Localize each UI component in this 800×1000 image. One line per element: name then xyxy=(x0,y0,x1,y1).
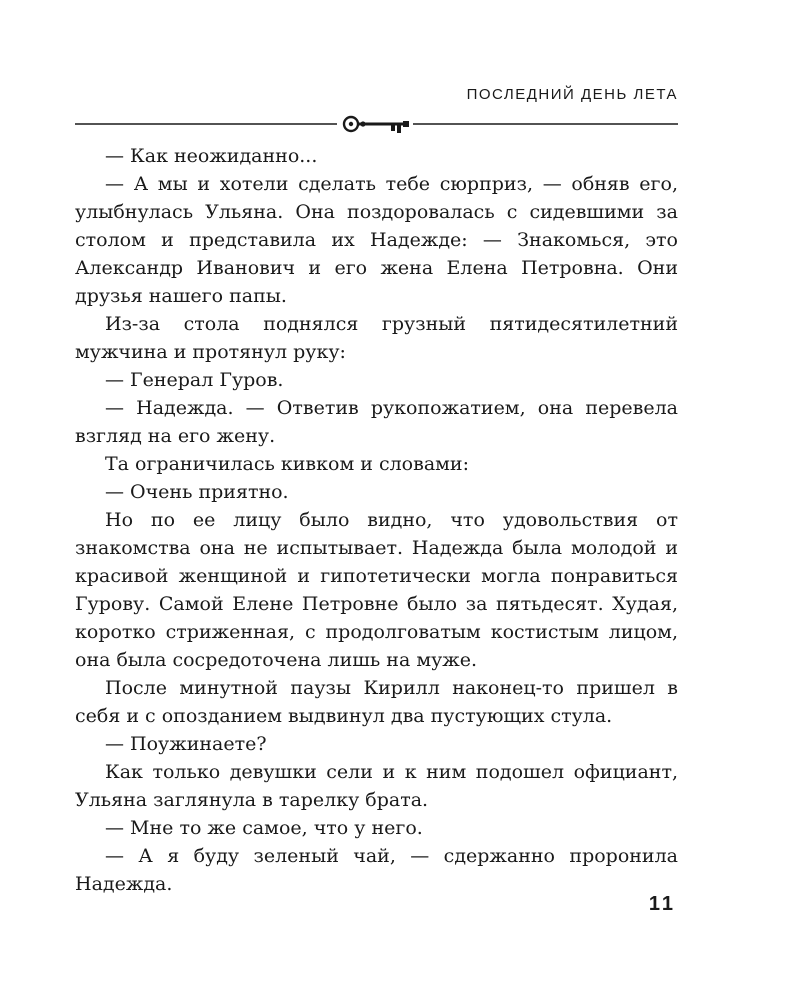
body-text xyxy=(75,142,678,898)
paragraph: — А я буду зеленый чай, — сдержанно проронила Надежда. xyxy=(75,845,678,895)
paragraph: После минутной паузы Кирилл наконец-то пришел в себя и с опозданием выдвинул два пустующих стула. xyxy=(75,677,678,727)
paragraph: Как только девушки сели и к ним подошел официант, Ульяна заглянула в тарелку брата. xyxy=(75,761,678,811)
paragraph: — Очень приятно. xyxy=(105,481,289,503)
key-ornament-icon xyxy=(337,114,413,134)
paragraph: — А мы и хотели сделать тебе сюрприз, — обняв его, улыбнулась Ульяна. Она поздоровалась с сидевшими за столом и представила их Надежде: — Знакомься, это Александр Иванович и его жена Елена Петровна. Они друзья нашего папы. xyxy=(75,173,678,307)
paragraph: Та ограничилась кивком и словами: xyxy=(105,453,469,475)
header-rule xyxy=(75,112,678,136)
paragraph: — Мне то же самое, что у него. xyxy=(105,817,423,839)
paragraph: Из-за стола поднялся грузный пятидесятилетний мужчина и протянул руку: xyxy=(75,313,678,363)
paragraph: — Генерал Гуров. xyxy=(105,369,284,391)
running-title: ПОСЛЕДНИЙ ДЕНЬ ЛЕТА xyxy=(466,86,678,103)
paragraph: — Как неожиданно... xyxy=(105,145,318,167)
paragraph: Но по ее лицу было видно, что удовольствия от знакомства она не испытывает. Надежда была молодой и красивой женщиной и гипотетически могла понравиться Гурову. Самой Елене Петровне было за пятьдесят. Худая, коротко стриженная, с продолговатым костистым лицом, она была сосредоточена лишь на муже. xyxy=(75,509,678,671)
page-number: 11 xyxy=(648,893,676,915)
paragraph: — Надежда. — Ответив рукопожатием, она перевела взгляд на его жену. xyxy=(75,397,678,447)
paragraph: — Поужинаете? xyxy=(105,733,267,755)
